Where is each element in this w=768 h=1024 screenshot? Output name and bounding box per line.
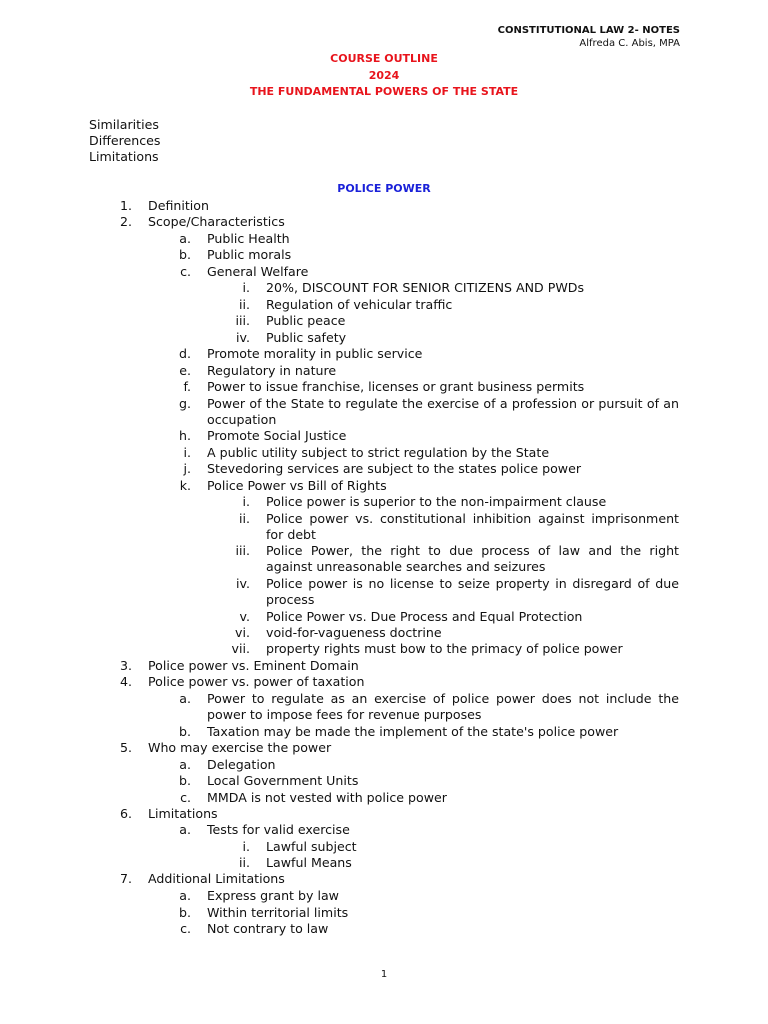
item-marker: b. bbox=[179, 773, 191, 788]
item-marker: 2. bbox=[119, 214, 132, 229]
item-text: Police Power, the right to due process of law and the right against unreasonable searches and seizures bbox=[266, 543, 679, 575]
item-marker: 1. bbox=[119, 198, 132, 213]
item-text: Public safety bbox=[266, 330, 347, 345]
item-marker: f. bbox=[183, 379, 191, 394]
item-text: Lawful Means bbox=[266, 855, 352, 870]
item-marker: i. bbox=[242, 280, 250, 295]
item-marker: iii. bbox=[235, 313, 250, 328]
item-text: General Welfare bbox=[207, 264, 309, 279]
item-text: Local Government Units bbox=[207, 773, 359, 788]
section-heading: POLICE POWER bbox=[337, 182, 431, 195]
item-text: Promote morality in public service bbox=[207, 346, 423, 361]
topic-heading: THE FUNDAMENTAL POWERS OF THE STATE bbox=[249, 85, 519, 98]
item-marker: b. bbox=[179, 905, 191, 920]
item-marker: i. bbox=[183, 445, 191, 460]
item-text: Power of the State to regulate the exercise of a profession or pursuit of an occupation bbox=[207, 396, 679, 428]
item-text: void-for-vagueness doctrine bbox=[266, 625, 442, 640]
item-marker: iv. bbox=[236, 330, 250, 345]
item-text: Additional Limitations bbox=[148, 871, 285, 886]
item-marker: vi. bbox=[235, 625, 250, 640]
item-marker: c. bbox=[180, 790, 191, 805]
item-marker: c. bbox=[180, 921, 191, 936]
item-marker: g. bbox=[179, 396, 191, 411]
item-text: Power to regulate as an exercise of police power does not include the power to impose fees for revenue purposes bbox=[207, 691, 679, 723]
page-number: 1 bbox=[380, 969, 388, 980]
item-text: Within territorial limits bbox=[207, 905, 349, 920]
item-text: A public utility subject to strict regulation by the State bbox=[207, 445, 550, 460]
item-marker: a. bbox=[179, 822, 191, 837]
item-marker: j. bbox=[183, 461, 191, 476]
item-text: Express grant by law bbox=[207, 888, 339, 903]
item-marker: a. bbox=[179, 888, 191, 903]
item-marker: k. bbox=[179, 478, 191, 493]
item-marker: 6. bbox=[119, 806, 132, 821]
year-heading: 2024 bbox=[368, 69, 400, 82]
item-marker: v. bbox=[239, 609, 250, 624]
item-text: Power to issue franchise, licenses or grant business permits bbox=[207, 379, 585, 394]
item-text: Who may exercise the power bbox=[148, 740, 332, 755]
item-text: Police power is no license to seize property in disregard of due process bbox=[266, 576, 679, 608]
item-marker: 7. bbox=[119, 871, 132, 886]
item-marker: a. bbox=[179, 691, 191, 706]
item-marker: ii. bbox=[238, 297, 250, 312]
item-text: Police power is superior to the non-impairment clause bbox=[266, 494, 607, 509]
item-marker: 4. bbox=[119, 674, 132, 689]
item-text: Public peace bbox=[266, 313, 346, 328]
item-marker: i. bbox=[242, 494, 250, 509]
item-marker: i. bbox=[242, 839, 250, 854]
item-text: Stevedoring services are subject to the states police power bbox=[207, 461, 582, 476]
item-marker: vii. bbox=[231, 641, 250, 656]
item-marker: ii. bbox=[238, 511, 250, 526]
item-text: Police power vs. power of taxation bbox=[148, 674, 365, 689]
item-text: Scope/Characteristics bbox=[148, 214, 285, 229]
item-marker: ii. bbox=[238, 855, 250, 870]
item-text: property rights must bow to the primacy of police power bbox=[266, 641, 623, 656]
item-text: Police Power vs. Due Process and Equal Protection bbox=[266, 609, 583, 624]
item-text: MMDA is not vested with police power bbox=[207, 790, 447, 805]
item-text: Public morals bbox=[207, 247, 292, 262]
item-marker: d. bbox=[179, 346, 191, 361]
intro-similarities: Similarities bbox=[89, 117, 159, 132]
item-text: Police Power vs Bill of Rights bbox=[207, 478, 387, 493]
item-marker: iv. bbox=[236, 576, 250, 591]
item-marker: iii. bbox=[235, 543, 250, 558]
item-marker: b. bbox=[179, 247, 191, 262]
item-marker: b. bbox=[179, 724, 191, 739]
item-marker: 3. bbox=[119, 658, 132, 673]
item-text: Tests for valid exercise bbox=[207, 822, 350, 837]
header-title: CONSTITUTIONAL LAW 2- NOTES bbox=[497, 25, 680, 36]
item-text: Police power vs. constitutional inhibition against imprisonment for debt bbox=[266, 511, 679, 543]
header-author: Alfreda C. Abis, MPA bbox=[579, 38, 680, 49]
item-marker: h. bbox=[179, 428, 191, 443]
item-marker: e. bbox=[179, 363, 191, 378]
item-text: Not contrary to law bbox=[207, 921, 329, 936]
course-outline-heading: COURSE OUTLINE bbox=[330, 52, 438, 65]
item-text: Regulation of vehicular traffic bbox=[266, 297, 453, 312]
item-text: Police power vs. Eminent Domain bbox=[148, 658, 359, 673]
item-text: Lawful subject bbox=[266, 839, 357, 854]
item-text: Public Health bbox=[207, 231, 290, 246]
item-marker: c. bbox=[180, 264, 191, 279]
intro-differences: Differences bbox=[89, 133, 161, 148]
item-text: 20%, DISCOUNT FOR SENIOR CITIZENS AND PWDs bbox=[266, 280, 585, 295]
item-text: Regulatory in nature bbox=[207, 363, 337, 378]
item-marker: a. bbox=[179, 757, 191, 772]
item-marker: 5. bbox=[119, 740, 132, 755]
item-text: Taxation may be made the implement of the state's police power bbox=[207, 724, 619, 739]
item-text: Definition bbox=[148, 198, 209, 213]
item-text: Limitations bbox=[148, 806, 218, 821]
item-marker: a. bbox=[179, 231, 191, 246]
item-text: Promote Social Justice bbox=[207, 428, 347, 443]
item-text: Delegation bbox=[207, 757, 276, 772]
intro-limitations: Limitations bbox=[89, 149, 159, 164]
